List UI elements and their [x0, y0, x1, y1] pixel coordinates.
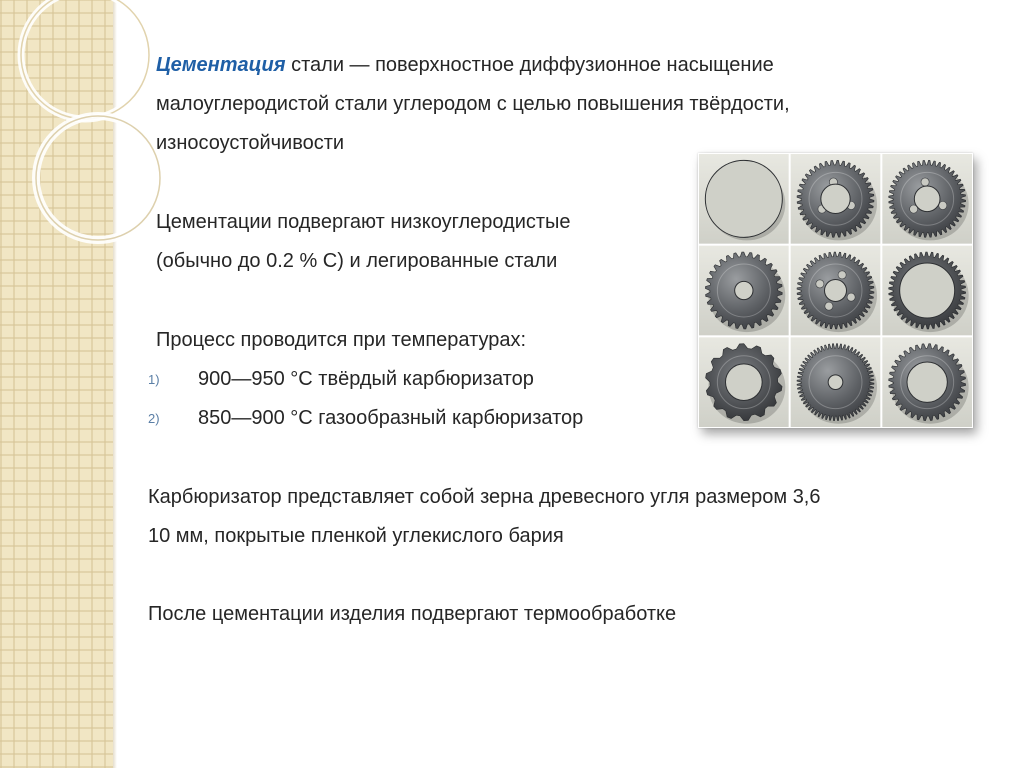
gear-grid-svg: [698, 153, 973, 428]
definition-line-1-rest: стали — поверхностное диффузионное насыщение: [285, 54, 774, 76]
steels-line-2: (обычно до 0.2 % С) и легированные стали: [156, 250, 558, 272]
gear-icon: [882, 245, 973, 336]
heat-treatment-line: После цементации изделия подвергают термообработке: [148, 603, 677, 625]
term-cementation: Цементация: [156, 54, 286, 76]
list-item-1: 900—950 °С твёрдый карбюризатор: [198, 368, 534, 390]
gear-icon: [790, 245, 881, 336]
list-marker-2: 2): [148, 411, 160, 426]
carburizer-line-1: Карбюризатор представляет собой зерна древесного угля размером 3,6: [148, 486, 821, 508]
gear-icon: [790, 337, 881, 428]
definition-line-3: износоустойчивости: [156, 132, 345, 154]
gear-icon: [699, 245, 790, 336]
gear-image-grid: [698, 153, 973, 428]
gear-icon: [882, 154, 973, 245]
list-item-2: 850—900 °С газообразный карбюризатор: [198, 407, 584, 429]
steels-line-1: Цементации подвергают низкоуглеродистые: [156, 211, 571, 233]
carburizer-line-2: 10 мм, покрытые пленкой углекислого бария: [148, 525, 564, 547]
process-heading: Процесс проводится при температурах:: [156, 329, 527, 351]
list-marker-1: 1): [148, 372, 160, 387]
gear-icon: [790, 154, 881, 245]
gear-icon: [882, 337, 973, 428]
gear-icon: [699, 154, 790, 245]
gear-icon: [699, 337, 790, 428]
definition-line-2: малоуглеродистой стали углеродом с целью повышения твёрдости,: [156, 93, 790, 115]
definition-line-1: [156, 52, 774, 78]
decorative-rings: [0, 0, 170, 260]
